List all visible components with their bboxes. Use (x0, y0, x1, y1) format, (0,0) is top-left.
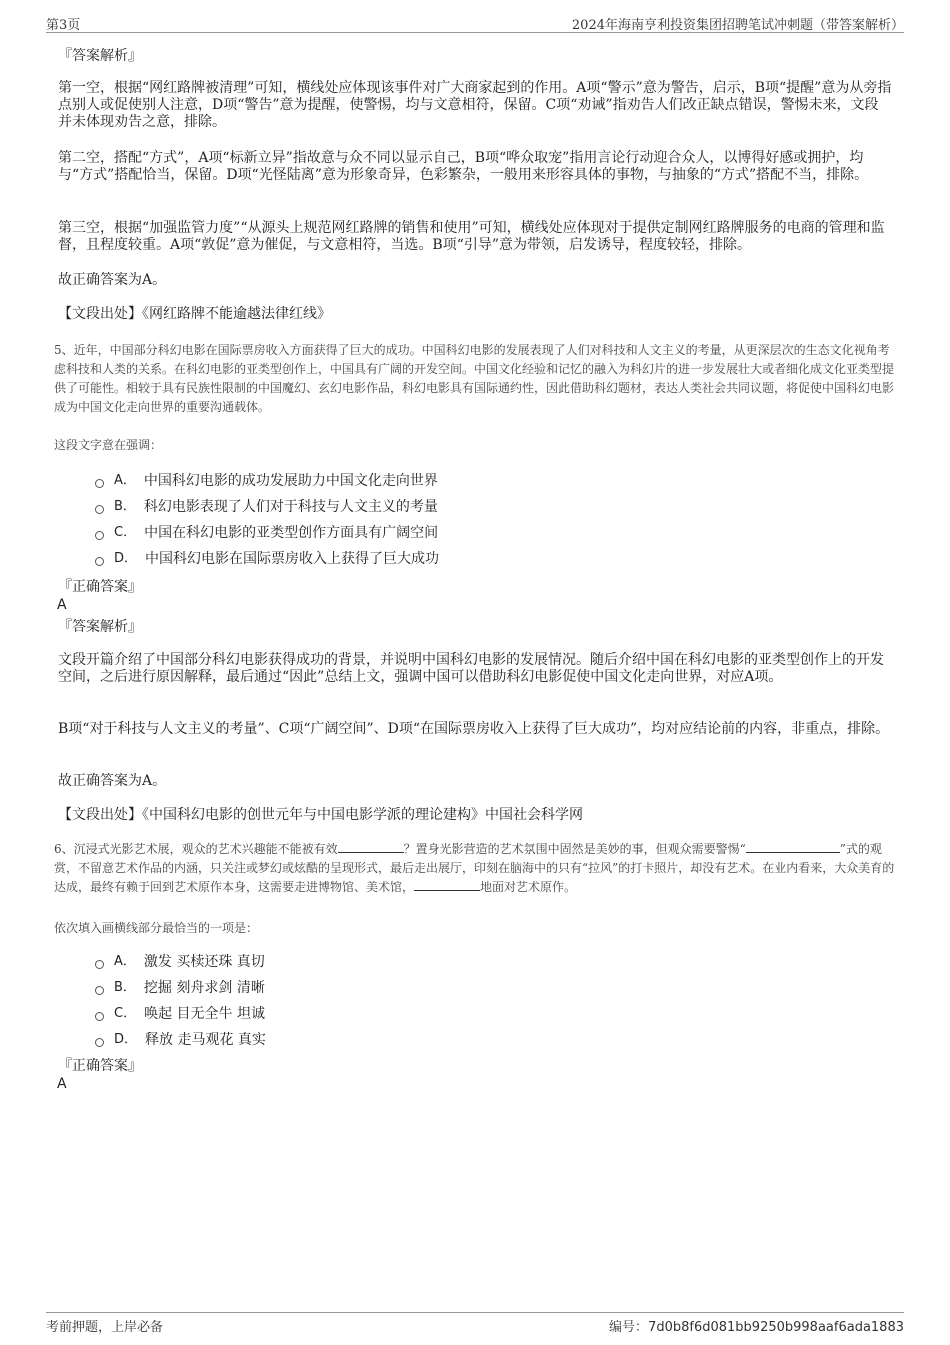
q5-option-d[interactable] (95, 549, 439, 569)
radio-icon[interactable] (95, 1038, 104, 1047)
radio-icon[interactable] (95, 1012, 104, 1021)
q6-text-2: ？置身光影营造的艺术氛围中固然是美妙的事，但观众需要警惕“ (403, 842, 746, 856)
option-text: 挖掘 刻舟求剑 清晰 (143, 980, 265, 996)
option-text: 唤起 目无全牛 坦诚 (144, 1006, 265, 1022)
q4-source: 【文段出处】《网红路牌不能逾越法律红线》 (58, 306, 331, 322)
q5-conclusion: 故正确答案为A。 (58, 773, 167, 789)
q6-answer-label: 『正确答案』 (58, 1058, 142, 1074)
q5-option-b[interactable] (95, 497, 438, 517)
q5-option-c[interactable] (95, 523, 438, 543)
option-letter: D． (114, 1032, 138, 1047)
footer-code (609, 1316, 904, 1335)
code-label: 编号： (609, 1320, 649, 1335)
q4-conclusion: 故正确答案为A。 (58, 272, 167, 288)
option-text: 科幻电影表现了人们对于科技与人文主义的考量 (143, 499, 438, 515)
q6-answer: A (57, 1076, 67, 1092)
option-letter: B． (114, 980, 136, 995)
radio-icon[interactable] (95, 479, 104, 488)
radio-icon[interactable] (95, 557, 104, 566)
option-letter: A． (114, 473, 136, 488)
q5-analysis-p1: 文段开篇介绍了中国部分科幻电影获得成功的背景，并说明中国科幻电影的发展情况。随后介绍中国在科幻电影的亚类型创作上的开发空间，之后进行原因解释，最后通过“因此”总结上文，强调中国可以借助科幻电影促使中国文化走向世界，对应A项。 (58, 652, 884, 685)
blank-2 (746, 840, 840, 853)
q5-source: 【文段出处】《中国科幻电影的创世元年与中国电影学派的理论建构》中国社会科学网 (58, 807, 583, 823)
q5-passage: 5、近年，中国部分科幻电影在国际票房收入方面获得了巨大的成功。中国科幻电影的发展表现了人们对科技和人文主义的考量，从更深层次的生态文化视角考虑科技和人类的关系。在科幻电影的亚类型创作上，中国具有广阔的开发空间。中国文化经验和记忆的融入为科幻片的进一步发展壮大或者细化成文化亚类型提供了可能性。相较于具有民族性限制的中国魔幻、玄幻电影作品，科幻电影具有国际通约性，因此借助科幻题材，表达人类社会共同议题，将促使中国科幻电影成为中国文化走向世界的重要沟通载体。 (54, 343, 895, 414)
q6-passage (54, 840, 896, 897)
q6-stem: 依次填入画横线部分最恰当的一项是： (54, 921, 259, 935)
option-letter: C． (114, 1006, 137, 1021)
option-letter: A． (114, 954, 136, 969)
q5-answer-label: 『正确答案』 (58, 579, 142, 595)
blank-3 (414, 878, 480, 891)
radio-icon[interactable] (95, 960, 104, 969)
q6-option-b[interactable] (95, 978, 265, 998)
q6-option-c[interactable] (95, 1004, 265, 1024)
option-letter: D． (114, 551, 138, 566)
option-text: 中国科幻电影的成功发展助力中国文化走向世界 (143, 473, 438, 489)
q6-text-4: 地面对艺术原作。 (480, 880, 577, 894)
option-text: 激发 买椟还珠 真切 (143, 954, 265, 970)
q4-analysis-label: 『答案解析』 (58, 48, 142, 64)
footer-slogan: 考前押题，上岸必备 (46, 1320, 164, 1335)
option-text: 释放 走马观花 真实 (145, 1032, 266, 1048)
code-value: 7d0b8f6d081bb9250b998aaf6ada1883 (648, 1320, 904, 1335)
page-header (46, 12, 904, 33)
document-title: 2024年海南亨利投资集团招聘笔试冲刺题（带答案解析） (571, 18, 904, 33)
option-text: 中国在科幻电影的亚类型创作方面具有广阔空间 (144, 525, 439, 541)
page-footer (46, 1312, 904, 1335)
q6-text-3: ”式的观赏，不留意艺术作品的内涵，只关注或梦幻或炫酷的呈现形式，最后走出展厅，印刻在脑海中的只有“拉风”的打卡照片，却没有艺术。在业内看来，大众美育的达成，最终有赖于回到艺术原作本身，这需要走进博物馆、美术馆， (54, 842, 895, 894)
radio-icon[interactable] (95, 986, 104, 995)
q6-option-d[interactable] (95, 1030, 266, 1050)
q6-option-a[interactable] (95, 952, 265, 972)
q5-answer: A (57, 597, 67, 613)
option-letter: B． (114, 499, 136, 514)
q5-analysis-label: 『答案解析』 (58, 619, 142, 635)
q4-analysis-p1: 第一空，根据“网红路牌被清理”可知，横线处应体现该事件对广大商家起到的作用。A项“警示”意为警告，启示，B项“提醒”意为从旁指点别人或促使别人注意，D项“警告”意为提醒，使警惕，均与文意相符，保留。C项“劝诫”指劝告人们改正缺点错误，警惕未来，文段并未体现劝告之意，排除。 (58, 80, 892, 130)
option-text: 中国科幻电影在国际票房收入上获得了巨大成功 (145, 551, 440, 567)
q6-text-1: 6、沉浸式光影艺术展，观众的艺术兴趣能不能被有效 (54, 842, 338, 856)
radio-icon[interactable] (95, 505, 104, 514)
option-letter: C． (114, 525, 137, 540)
q4-analysis-p2: 第二空，搭配“方式”，A项“标新立异”指故意与众不同以显示自己，B项“哗众取宠”指用言论行动迎合众人，以博得好感或拥护，均与“方式”搭配恰当，保留。D项“光怪陆离”意为形象奇异，色彩繁杂，一般用来形容具体的事物，与抽象的“方式”搭配不当，排除。 (58, 150, 869, 183)
q4-analysis-p3: 第三空，根据“加强监管力度”“从源头上规范网红路牌的销售和使用”可知，横线处应体现对于提供定制网红路牌服务的电商的管理和监督，且程度较重。A项“敦促”意为催促，与文意相符，当选。B项“引导”意为带领，启发诱导，程度较轻，排除。 (58, 220, 885, 253)
radio-icon[interactable] (95, 531, 104, 540)
page-number: 第3页 (46, 18, 81, 33)
q5-stem: 这段文字意在强调： (54, 438, 163, 452)
q5-analysis-p2: B项“对于科技与人文主义的考量”、C项“广阔空间”、D项“在国际票房收入上获得了巨大成功”，均对应结论前的内容，非重点，排除。 (58, 721, 890, 737)
q5-option-a[interactable] (95, 471, 438, 491)
blank-1 (338, 840, 404, 853)
